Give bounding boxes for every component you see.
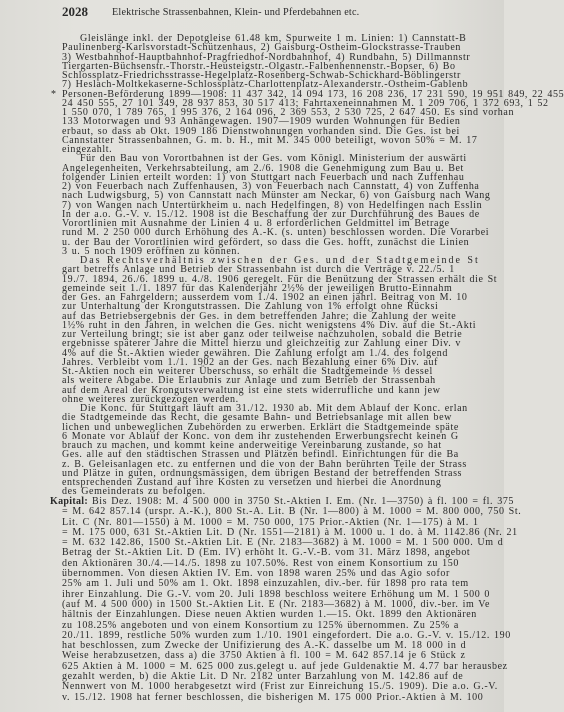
text-line: = M. 632 142.86, 1500 St.-Aktien Lit. E (Nr. 2183—3682) à M. 1000 = M. 1 500 000. Um d [62,537,504,549]
text-line: Gleislänge inkl. der Depotgleise 61.48 km, Spurweite 1 m. Linien: 1) Cannstatt-B [80,33,467,44]
text-line: Cannstatter Strassenbahnen, G. m. b. H., mit M. 345 000 beteiligt, wovon 50% = M. 17 [62,134,478,146]
text-line: 24 450 555, 27 101 349, 28 937 853, 30 517 413; Fahrtaxeneinnahmen M. 1 209 706, 1 372 693, 1 52 [62,97,549,109]
text-line: übernommen. Von diesen Aktien IV. Em. von 1898 waren 25% und das Agio sofor [62,568,450,580]
text-line: zur Unterhaltung der Krongutstrassen. Die Zahlung von 1% erfolgt ohne Rücksi [62,301,439,313]
text-line: des Gemeinderats zu befolgen. [62,486,206,498]
text-line: Schlossplatz-Friedrichsstrasse-Hegelplatz-Rosenberg-Schwab-Schickhard-Böblingerstr [62,70,461,81]
text-line: u. der Bau der Vorortlinien wird gefördert, so dass die Ges. hofft, zunächst die Linien [62,236,470,248]
text-line: Tiergarten-Büchsenstr.-Thorstr.-Heusteigstr.-Olgastr.-Falbenhennenstr.-Bopser, 6) Bo [62,60,456,72]
paragraph [50,154,504,256]
text-line: = M. 175 000, 631 St.-Aktien Lit. D (Nr. 1551—2181) à M. 1000 u. 1 do. à M. 1142.86 (Nr. 21 [62,526,518,538]
capital-section [50,496,522,703]
text-line: Für den Bau von Vorortbahnen ist der Ges. vom Königl. Ministerium der auswärti [80,153,467,165]
text-line-spaced: Das Rechtsverhältnis zwischen der Ges. und der Stadtgemeinde St [80,255,480,266]
text-line: 3) Westbahnhof-Hauptbahnhof-Pragfriedhof-Nordbahnhof, 4) Rundbahn, 5) Dillmannstr [62,51,471,63]
text-line: die Stadtgemeinde das Recht, die gesamte Bahn- und Betriebsanlage mit allen bew [62,412,452,424]
paragraph [50,33,564,155]
footnote-marker: * [51,88,57,100]
text-line: zu 108.25% angeboten und von einem Konsortium zu 125% übernommen. Zu 25% a [62,619,459,631]
text-line: der Ges. an Fahrgeldern; ausserdem vom 1./4. 1902 an einen jährl. Beitrag von M. 10 [62,292,468,303]
text-line: Ges. alle auf den städtischen Strassen und Plätzen befindl. Einrichtungen für die Ba [62,449,459,461]
text-line: auf das Betriebsergebnis der Ges. in dem betreffenden Jahre; die Zahlung der weite [62,310,457,322]
text-line: 1½% ruht in den Jahren, in welchen die Ges. nicht wenigstens 4% Div. auf die St.-Akti [62,319,477,331]
text-line: brauch zu machen, und kommt keine anderweitige Vereinbarung zustande, so hat [62,440,442,451]
text-line: Personen-Beförderung 1899—1908: 11 437 342, 14 094 173, 16 208 236, 17 231 590, 19 951 849, 22 455 [62,88,564,100]
text-line: Jahres. Verbleibt vom 1./1. 1902 an der Ges. nach Bezahlung einer 6% Div. auf [62,356,439,368]
text-line: eingezahlt. [62,144,113,155]
text-line: erbaut, so dass ab Okt. 1909 186 Dienstwohnungen vorhanden sind. Die Ges. ist bei [62,125,460,137]
text-line: 7) von Wangen nach Untertürkheim u. nach Hedelfingen, 8) von Hedelfingen nach Esslin [62,199,483,211]
text-line: hältnis der Einzahlungen. Diese neuen Aktien wurden 1.—15. Okt. 1899 den Aktionären [62,609,477,621]
text-line: und Plätze in guten, ordnungsmässigen, dem übrigen Bestand der betreffenden Strass [62,467,463,479]
section-label: Kapital: [50,496,88,507]
text-line: 7) Heslach-Moltkekaserne-Schlossplatz-Charlottenplatz-Alexanderstr.-Ostheim-Gablenb [62,79,469,91]
text-line: 19./7. 1894, 26./6. 1899 u. 4./8. 1906 geregelt. Für die Benützung der Strassen erhält die St [62,273,498,285]
text-line: 2) von Feuerbach nach Zuffenhausen, 3) von Feuerbach nach Cannstatt, 4) von Zuffenha [62,181,480,192]
text-line: Vorortlinien mit Ausnahme der Linien 4 u. 8 erforderlichen Geldmittel im Betrage [62,218,450,229]
paragraph [50,404,504,497]
text-line: hat beschlossen, zum Zwecke der Unifizierung des A.-K. dasselbe um M. 18 000 in d [62,640,467,652]
text-line: 4% auf die St.-Aktien wieder gewähren. Die Zahlung erfolgt am 1./4. des folgend [62,347,448,359]
text-line: Die Konc. für Stuttgart läuft am 31./12. 1930 ab. Mit dem Ablauf der Konc. erlan [80,403,468,414]
text-line: ohne weiteres zurückgezogen werden. [62,393,239,405]
text-line: St.-Aktien noch ein weiterer Überschuss, so erhält die Stadtgemeinde ⅓ dessel [62,366,433,377]
text-line: gart betreffs Anlage und Betrieb der Strassenbahn ist durch die Verträge v. 22./5. 1 [62,264,455,276]
paragraph [50,256,504,404]
text-line: 6 Monate vor Ablauf der Konc. von dem ihr zustehenden Erwerbungsrecht keinen G [62,430,459,442]
text-line: 1 550 070, 1 789 765, 1 995 376, 2 164 096, 2 369 553, 2 530 725, 2 647 450. Es sind vorhan [62,107,515,118]
text-line: lichen und unbeweglichen Zubehörden zu erwerben. Erklärt die Stadtgemeinde späte [62,421,459,433]
text-line: folgender Linien erteilt worden: 1) von Stuttgart nach Feuerbach und nach Zuffenhau [62,171,465,183]
text-line: Nennwert von M. 1000 herabgesetzt wird (Frist zur Einreichung 15./5. 1909). Die a.o. G.-V. [62,681,498,693]
text-line: Betrag der St.-Aktien Lit. D (Em. IV) erhöht lt. G.-V.-B. vom 31. März 1898, angebot [62,547,471,559]
text-line: ergebnisse späterer Jahre die Mittel hierzu und gleichzeitig zur Zahlung einer Div. v [62,338,461,350]
text-line: nach Ludwigsburg, 5) von Cannstatt nach Münster am Neckar, 6) von Gaisburg nach Wang [62,190,491,202]
text-line: auf dem Areal der Krongutsverwaltung ist eine stets widerrufliche und kann jew [62,384,441,396]
text-line: zur Verteilung bringt; sie ist aber ganz oder teilweise nachzuholen, sobald die Betrie [62,329,463,340]
text-line: z. B. Geleisanlagen etc. zu entfernen und die von der Bahn berührten Teile der Strass [62,458,467,470]
text-line: In der a.o. G.-V. v. 15./12. 1908 ist die Beschaffung der zur Durchführung des Baues de [62,208,480,220]
text-line: 20./11. 1899, restliche 50% wurden zum 1./10. 1901 eingefordert. Die a.o. G.-V. v. 15./12. 190 [62,629,511,641]
text-line: Angelegenheiten, Verkehrsabteilung, am 2./6. 1908 die Genehmigung zum Bau u. Bet [62,162,464,174]
text-line: (auf M. 4 500 000) in 1500 St.-Aktien Lit. E (Nr. 2183—3682) à M. 1000, div.-ber. im Ve [62,598,491,610]
text-line: Lit. C (Nr. 801—1550) à M. 1000 = M. 750 000, 175 Prior.-Aktien (Nr. 1—175) à M. 1 [62,516,479,528]
text-line: 3 u. 5 noch 1909 eröffnen zu können. [62,245,241,257]
text-line: entsprechenden Zustand auf ihre Kosten zu versetzen und hierbei die Anordnung [62,477,442,488]
text-line: v. 15./12. 1908 hat ferner beschlossen, die bisherigen M. 175 000 Prior.-Aktien à M. 100 [62,691,484,703]
page-number: 2028 [62,4,88,19]
text-line: rund M. 2 250 000 durch Erhöhung des A.-K. (s. unten) beschlossen worden. Die Vorarbei [62,227,490,239]
text-line: Bis Dez. 1908: M. 4 500 000 in 3750 St.-Aktien I. Em. (Nr. 1—3750) à fl. 100 = fl. 375 [91,496,515,507]
text-line: den Aktionären 30./4.—14./5. 1898 zu 107.50%. Rest von einem Konsortium zu 150 [62,557,459,569]
running-title: Elektrische Strassenbahnen, Klein- und Pferdebahnen etc. [112,7,360,18]
text-line: gemeinde seit 1./1. 1897 für das Kalenderjahr 2½% der jeweiligen Brutto-Einnahm [62,282,453,294]
text-line: Paulinenberg-Karlsvorstadt-Schützenhaus, 2) Gaisburg-Ostheim-Glockstrasse-Trauben [62,42,461,54]
text-line: 625 Aktien à M. 1000 = M. 625 000 zus.gelegt u. auf jede Guldenaktie M. 4.77 bar herausbez [62,660,508,672]
text-line: gezahlt werden, b) die Aktie Lit. D Nr. 2182 unter Barzahlung von M. 142.86 auf de [62,671,464,683]
text-line: Weise herabzusetzen, dass a) die 3750 Aktien à fl. 100 = M. 642 857.14 je 6 Stück z [62,650,466,662]
text-line: als weitere Abgabe. Die Erlaubnis zur Anlage und zum Betrieb der Strassenbah [62,375,436,387]
text-line: 133 Motorwagen und 93 Anhängewagen. 1907—1909 wurden Wohnungen für Bedien [62,116,461,128]
body-text [50,33,564,498]
text-line: ihrer Einzahlung. Die G.-V. vom 20. Juli 1898 beschloss weitere Erhöhung um M. 1 500 0 [62,588,491,600]
text-line: 25% am 1. Juli und 50% am 1. Okt. 1898 einzuzahlen, div.-ber. für 1898 pro rata tem [62,578,469,590]
text-line: = M. 642 857.14 (urspr. A.-K.), 800 St.-A. Lit. B (Nr. 1—800) à M. 1000 = M. 800 000, 750 St. [62,506,522,518]
